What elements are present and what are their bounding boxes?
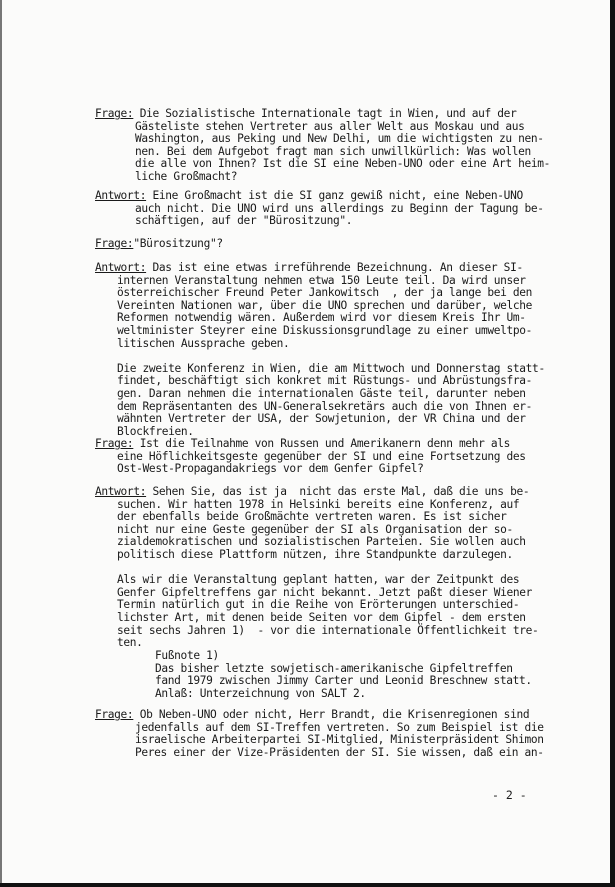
text-line: Vereinten Nationen war, über die UNO sprechen und darüber, welche	[117, 298, 533, 312]
text-line: Eine Großmacht ist die SI ganz gewiß nicht, eine Neben-UNO	[146, 189, 523, 202]
speaker-label: Frage:	[95, 107, 134, 120]
text-line: israelische Arbeiterpartei SI-Mitglied, Ministerpräsident Shimon	[135, 733, 544, 747]
speaker-label: Frage:	[95, 237, 134, 250]
text-line: liche Großmacht?	[135, 169, 238, 183]
text-line: Sehen Sie, das ist ja nicht das erste Mal, daß die uns be-	[146, 485, 530, 498]
text-line: internen Veranstaltung nehmen etwa 150 Leute teil. Da wird unser	[117, 273, 526, 287]
paragraph-antwort-2	[95, 262, 575, 438]
text-line: findet, beschäftigt sich konkret mit Rüstungs- und Abrüstungsfra-	[117, 374, 533, 388]
text-line: jedenfalls auf dem SI-Treffen vertreten. So zum Beispiel ist die	[135, 720, 544, 734]
text-line: Als wir die Veranstaltung geplant hatten, war der Zeitpunkt des	[117, 573, 520, 587]
text-line: gen. Daran nehmen die internationalen Gäste teil, darunter neben	[117, 386, 526, 400]
scan-edge-left	[0, 0, 2, 887]
footnote-line: fand 1979 zwischen Jimmy Carter und Leonid Breschnew statt.	[72, 674, 532, 688]
text-line: seit sechs Jahren 1) - vor die internationale Öffentlichkeit tre-	[117, 623, 539, 637]
footnote	[72, 650, 592, 700]
text-line: suchen. Wir hatten 1978 in Helsinki bereits eine Konferenz, auf	[117, 497, 520, 511]
text-line: schäftigen, auf der "Bürositzung".	[135, 214, 353, 228]
speaker-label: Antwort:	[95, 189, 147, 202]
paragraph-frage-4	[95, 709, 575, 759]
text-line: Ob Neben-UNO oder nicht, Herr Brandt, die Krisenregionen sind	[133, 708, 530, 721]
text-line: eine Höflichkeitsgeste gegenüber der SI und eine Fortsetzung des	[117, 449, 526, 463]
text-line: österreichischer Freund Peter Jankowitsch , der ja lange bei den	[117, 286, 533, 300]
text-line: "Bürositzung"?	[133, 237, 223, 250]
text-line: der ebenfalls beide Großmächte vertreten waren. Es ist sicher	[117, 510, 507, 524]
page-number: - 2 -	[492, 788, 527, 802]
text-line: Gästeliste stehen Vertreter aus aller Welt aus Moskau und aus	[135, 119, 525, 133]
text-line: litischen Aussprache geben.	[117, 336, 290, 350]
blank-line	[95, 350, 575, 363]
text-line: Die zweite Konferenz in Wien, die am Mittwoch und Donnerstag statt-	[117, 361, 545, 375]
speaker-label: Frage:	[95, 708, 134, 721]
text-line: nen. Bei dem Aufgebot fragt man sich unwillkürlich: Was wollen	[135, 144, 531, 158]
text-line: Peres einer der Vize-Präsidenten der SI. Sie wissen, daß ein an-	[135, 745, 544, 759]
speaker-label: Antwort:	[95, 485, 147, 498]
footnote-title: Fußnote 1)	[72, 649, 219, 662]
speaker-label: Frage:	[95, 437, 134, 450]
footnote-line: Das bisher letzte sowjetisch-amerikanische Gipfeltreffen	[72, 661, 513, 675]
paragraph-frage-3	[95, 438, 575, 476]
text-line: auch nicht. Die UNO wird uns allerdings zu Beginn der Tagung be-	[135, 201, 544, 215]
paragraph-antwort-1	[95, 190, 575, 228]
paragraph-frage-2	[95, 238, 575, 251]
text-line: Ost-West-Propagandakriegs vor dem Genfer Gipfel?	[117, 462, 424, 476]
text-line: weltminister Steyrer eine Diskussionsgrundlage zu einer umweltpo-	[117, 323, 533, 337]
text-line: dem Repräsentanten des UN-Generalsekretärs auch die von Ihnen er-	[117, 399, 533, 413]
paragraph-antwort-3	[95, 486, 575, 650]
text-line: Die Sozialistische Internationale tagt in Wien, und auf der	[133, 107, 517, 120]
text-line: politisch diese Plattform nützen, ihre Standpunkte darzulegen.	[117, 547, 513, 561]
scan-edge-bottom	[0, 883, 615, 887]
text-line: nicht nur eine Geste gegenüber der SI als Organisation der so-	[117, 522, 513, 536]
text-line: lichster Art, mit denen beide Seiten vor dem Gipfel - dem ersten	[117, 610, 526, 624]
text-line: Blockfreien.	[117, 424, 194, 438]
text-line: Das ist eine etwas irreführende Bezeichnung. An dieser SI-	[146, 261, 523, 274]
text-line: zialdemokratischen und sozialistischen Parteien. Sie wollen auch	[117, 535, 526, 549]
text-line: Reformen notwendig wären. Außerdem wird vor diesem Kreis Ihr Um-	[117, 311, 526, 325]
text-line: Ist die Teilnahme von Russen und Amerikanern denn mehr als	[133, 437, 511, 450]
text-line: ten.	[117, 636, 143, 650]
text-line: die alle von Ihnen? Ist die SI eine Neben-UNO oder eine Art heim-	[135, 157, 551, 171]
text-line: Genfer Gipfeltreffens gar nicht bekannt. Jetzt paßt dieser Wiener	[117, 585, 533, 599]
footnote-line: Anlaß: Unterzeichnung von SALT 2.	[72, 686, 366, 700]
speaker-label: Antwort:	[95, 261, 147, 274]
text-line: wähnten Vertreter der USA, der Sowjetunion, der VR China und der	[117, 412, 526, 426]
text-line: Washington, aus Peking und New Delhi, um die wichtigsten zu nen-	[135, 132, 544, 146]
text-line: Termin natürlich gut in die Reihe von Erörterungen unterschied-	[117, 598, 520, 612]
paragraph-frage-1	[95, 108, 575, 184]
scan-edge-right	[610, 0, 615, 887]
